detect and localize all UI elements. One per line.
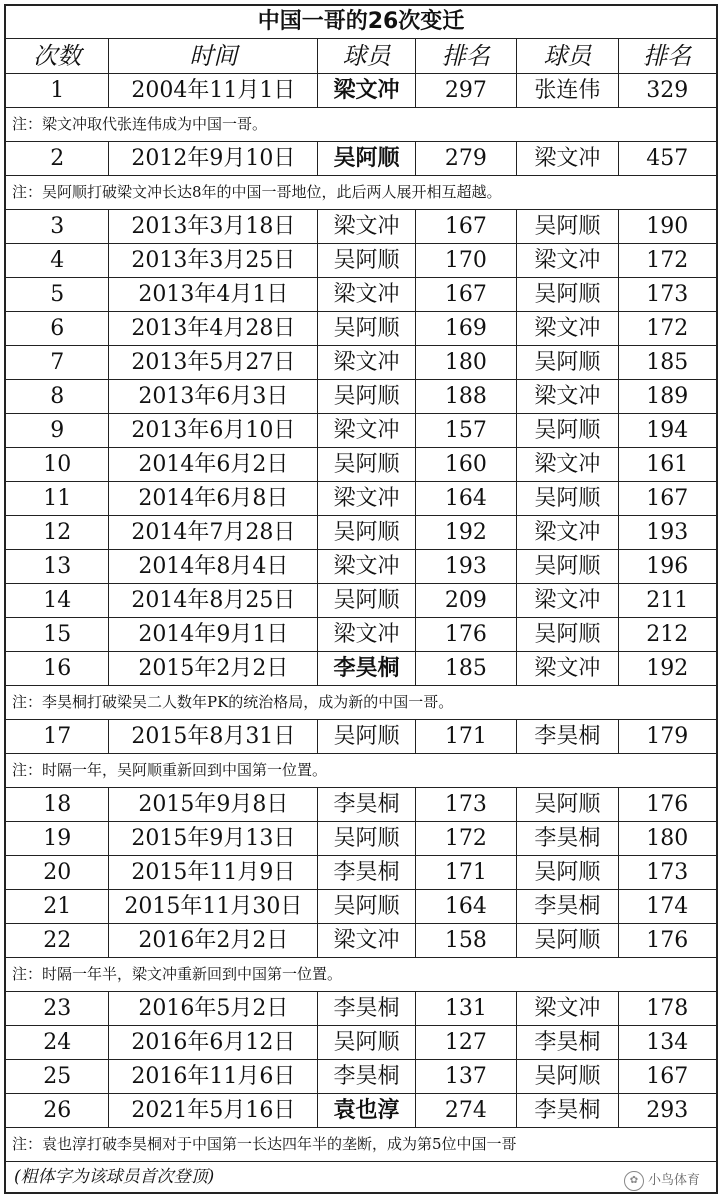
cell-leader-rank: 180 [416,346,517,379]
cell-runner-up-rank: 173 [646,282,689,307]
cell-leader-rank: 173 [416,788,517,821]
cell-leader: 李昊桐 [318,1060,415,1093]
table-row [6,652,716,686]
header-rank-1: 排名 [416,39,517,73]
cell-leader-rank: 131 [416,992,517,1025]
cell-date: 2021年5月16日 [109,1094,318,1127]
cell-runner-up: 李昊桐 [517,1026,618,1059]
cell-leader: 梁文冲 [318,278,415,311]
chat-bubble-icon: ✿ [624,1171,644,1191]
note-row: 注：袁也淳打破李昊桐对于中国第一长达四年半的垄断，成为第5位中国一哥 [6,1128,716,1162]
cell-count: 6 [6,312,109,345]
cell-date: 2013年6月10日 [109,414,318,447]
table-row [6,618,716,652]
note-row: 注：李昊桐打破梁吴二人数年PK的统治格局，成为新的中国一哥。 [6,686,716,720]
footer-text: (粗体字为该球员首次登顶) [14,1167,215,1187]
cell-leader: 吴阿顺 [318,720,415,753]
cell-leader: 梁文冲 [318,346,415,379]
cell-count: 19 [6,822,109,855]
cell-leader-rank: 171 [416,856,517,889]
cell-runner-up-rank: 176 [646,792,689,817]
cell-date: 2014年9月1日 [109,618,318,651]
watermark-text: 小鸟体育 [647,1173,700,1188]
cell-leader-rank: 185 [416,652,517,685]
cell-runner-up: 梁文冲 [517,448,618,481]
header-row [6,39,716,74]
cell-runner-up: 张连伟 [517,74,618,107]
cell-runner-up: 李昊桐 [517,1094,618,1127]
table-row [6,346,716,380]
cell-runner-up-rank: 167 [646,1064,689,1089]
cell-runner-up: 梁文冲 [517,312,618,345]
cell-leader: 吴阿顺 [318,584,415,617]
cell-leader: 梁文冲 [318,482,415,515]
cell-count: 15 [6,618,109,651]
table-row [6,584,716,618]
cell-runner-up-rank: 134 [646,1030,689,1055]
ranking-table [4,4,718,1194]
cell-runner-up-rank: 193 [646,520,689,545]
cell-count: 20 [6,856,109,889]
table-row [6,312,716,346]
cell-leader-rank: 167 [416,210,517,243]
cell-runner-up: 吴阿顺 [517,856,618,889]
cell-date: 2013年6月3日 [109,380,318,413]
table-row [6,414,716,448]
cell-leader: 李昊桐 [318,788,415,821]
cell-leader-rank: 274 [416,1094,517,1127]
cell-runner-up: 吴阿顺 [517,210,618,243]
cell-runner-up-rank: 329 [646,78,689,103]
note-row: 注：梁文冲取代张连伟成为中国一哥。 [6,108,716,142]
cell-leader: 梁文冲 [318,618,415,651]
cell-leader-rank: 164 [416,890,517,923]
cell-count: 10 [6,448,109,481]
table-row [6,720,716,754]
watermark [624,1166,700,1196]
cell-leader: 吴阿顺 [318,448,415,481]
cell-runner-up-rank: 211 [646,588,689,613]
cell-date: 2004年11月1日 [109,74,318,107]
table-row [6,550,716,584]
cell-runner-up-rank: 180 [646,826,689,851]
cell-leader: 吴阿顺 [318,516,415,549]
cell-leader-rank: 176 [416,618,517,651]
table-body [6,74,716,1162]
cell-leader-rank: 160 [416,448,517,481]
footer-note [6,1162,716,1192]
cell-leader: 梁文冲 [318,924,415,957]
cell-count: 9 [6,414,109,447]
header-count: 次数 [6,39,109,73]
cell-runner-up-rank: 185 [646,350,689,375]
cell-runner-up: 吴阿顺 [517,482,618,515]
cell-runner-up: 吴阿顺 [517,414,618,447]
cell-runner-up: 吴阿顺 [517,278,618,311]
header-player-2: 球员 [517,39,618,73]
cell-count: 3 [6,210,109,243]
cell-runner-up: 梁文冲 [517,516,618,549]
cell-runner-up: 吴阿顺 [517,788,618,821]
cell-count: 4 [6,244,109,277]
cell-runner-up: 李昊桐 [517,822,618,855]
cell-leader: 李昊桐 [318,652,415,685]
cell-leader-rank: 127 [416,1026,517,1059]
cell-leader: 吴阿顺 [318,244,415,277]
table-row [6,992,716,1026]
cell-count: 8 [6,380,109,413]
cell-date: 2016年2月2日 [109,924,318,957]
cell-runner-up-rank: 173 [646,860,689,885]
cell-date: 2013年3月25日 [109,244,318,277]
cell-runner-up-rank: 179 [646,724,689,749]
cell-leader-rank: 158 [416,924,517,957]
table-row [6,380,716,414]
cell-date: 2012年9月10日 [109,142,318,175]
cell-leader-rank: 193 [416,550,517,583]
cell-runner-up-rank: 167 [646,486,689,511]
table-title: 中国一哥的26次变迁 [6,6,716,39]
cell-leader-rank: 167 [416,278,517,311]
cell-count: 18 [6,788,109,821]
cell-runner-up: 吴阿顺 [517,550,618,583]
cell-date: 2016年5月2日 [109,992,318,1025]
cell-leader: 吴阿顺 [318,312,415,345]
header-date: 时间 [109,39,318,73]
cell-date: 2013年5月27日 [109,346,318,379]
cell-count: 25 [6,1060,109,1093]
cell-count: 17 [6,720,109,753]
cell-runner-up: 李昊桐 [517,890,618,923]
cell-leader: 袁也淳 [318,1094,415,1127]
cell-runner-up: 李昊桐 [517,720,618,753]
cell-runner-up-rank: 293 [646,1098,689,1123]
cell-runner-up-rank: 161 [646,452,689,477]
cell-runner-up: 吴阿顺 [517,1060,618,1093]
header-rank-2: 排名 [643,42,692,70]
table-row [6,890,716,924]
cell-leader-rank: 279 [416,142,517,175]
cell-count: 16 [6,652,109,685]
cell-runner-up: 梁文冲 [517,652,618,685]
cell-runner-up: 梁文冲 [517,380,618,413]
cell-count: 2 [6,142,109,175]
cell-count: 22 [6,924,109,957]
cell-runner-up: 梁文冲 [517,142,618,175]
cell-count: 21 [6,890,109,923]
cell-leader: 梁文冲 [318,210,415,243]
table-row [6,788,716,822]
cell-date: 2013年4月1日 [109,278,318,311]
cell-runner-up: 吴阿顺 [517,346,618,379]
cell-leader-rank: 171 [416,720,517,753]
cell-leader: 吴阿顺 [318,890,415,923]
cell-date: 2015年11月30日 [109,890,318,923]
cell-runner-up-rank: 174 [646,894,689,919]
table-row [6,244,716,278]
table-row [6,1060,716,1094]
table-row [6,822,716,856]
cell-date: 2014年7月28日 [109,516,318,549]
cell-leader-rank: 188 [416,380,517,413]
cell-leader-rank: 137 [416,1060,517,1093]
cell-runner-up-rank: 172 [646,316,689,341]
cell-runner-up-rank: 194 [646,418,689,443]
cell-count: 11 [6,482,109,515]
cell-runner-up: 梁文冲 [517,584,618,617]
cell-count: 12 [6,516,109,549]
cell-date: 2015年9月8日 [109,788,318,821]
cell-count: 13 [6,550,109,583]
table-row [6,856,716,890]
cell-leader: 吴阿顺 [318,822,415,855]
table-row [6,1094,716,1128]
cell-date: 2015年8月31日 [109,720,318,753]
cell-runner-up-rank: 196 [646,554,689,579]
cell-runner-up-rank: 190 [646,214,689,239]
cell-date: 2013年3月18日 [109,210,318,243]
cell-leader: 吴阿顺 [318,1026,415,1059]
cell-count: 24 [6,1026,109,1059]
cell-count: 26 [6,1094,109,1127]
cell-date: 2015年2月2日 [109,652,318,685]
cell-leader-rank: 172 [416,822,517,855]
cell-runner-up: 吴阿顺 [517,618,618,651]
cell-date: 2014年8月25日 [109,584,318,617]
cell-leader-rank: 297 [416,74,517,107]
table-row [6,924,716,958]
table-row [6,1026,716,1060]
cell-count: 14 [6,584,109,617]
cell-count: 23 [6,992,109,1025]
cell-leader: 吴阿顺 [318,380,415,413]
cell-date: 2015年11月9日 [109,856,318,889]
cell-runner-up-rank: 212 [646,622,689,647]
cell-leader-rank: 192 [416,516,517,549]
cell-runner-up: 梁文冲 [517,992,618,1025]
table-row [6,74,716,108]
cell-runner-up: 梁文冲 [517,244,618,277]
cell-runner-up-rank: 172 [646,248,689,273]
cell-count: 7 [6,346,109,379]
cell-date: 2014年8月4日 [109,550,318,583]
cell-leader-rank: 164 [416,482,517,515]
cell-runner-up: 吴阿顺 [517,924,618,957]
table-row [6,278,716,312]
cell-leader: 李昊桐 [318,992,415,1025]
cell-leader: 梁文冲 [318,550,415,583]
cell-leader: 梁文冲 [318,74,415,107]
cell-leader: 吴阿顺 [318,142,415,175]
header-player-1: 球员 [318,39,415,73]
cell-runner-up-rank: 192 [646,656,689,681]
table-row [6,142,716,176]
cell-date: 2014年6月8日 [109,482,318,515]
cell-leader: 梁文冲 [318,414,415,447]
cell-date: 2013年4月28日 [109,312,318,345]
cell-date: 2016年6月12日 [109,1026,318,1059]
cell-leader-rank: 170 [416,244,517,277]
cell-runner-up-rank: 178 [646,996,689,1021]
table-row [6,210,716,244]
cell-date: 2015年9月13日 [109,822,318,855]
table-row [6,516,716,550]
cell-leader-rank: 209 [416,584,517,617]
cell-count: 1 [6,74,109,107]
cell-runner-up-rank: 189 [646,384,689,409]
cell-date: 2016年11月6日 [109,1060,318,1093]
table-row [6,482,716,516]
cell-leader-rank: 157 [416,414,517,447]
note-row: 注：时隔一年半，梁文冲重新回到中国第一位置。 [6,958,716,992]
cell-leader-rank: 169 [416,312,517,345]
note-row: 注：吴阿顺打破梁文冲长达8年的中国一哥地位，此后两人展开相互超越。 [6,176,716,210]
cell-runner-up-rank: 457 [646,146,689,171]
cell-runner-up-rank: 176 [646,928,689,953]
cell-date: 2014年6月2日 [109,448,318,481]
cell-count: 5 [6,278,109,311]
note-row: 注：时隔一年，吴阿顺重新回到中国第一位置。 [6,754,716,788]
cell-leader: 李昊桐 [318,856,415,889]
table-row [6,448,716,482]
